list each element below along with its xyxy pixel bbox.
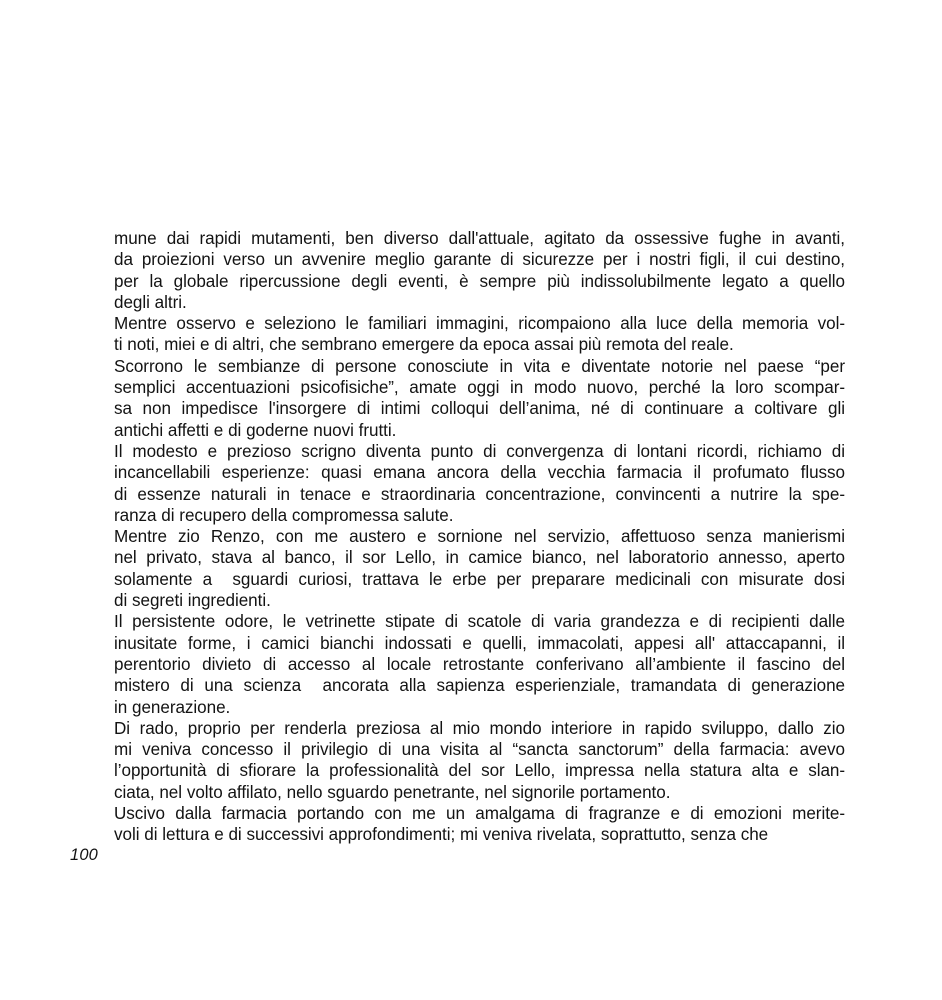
text-line: inusitate forme, i camici bianchi indossati e quelli, immacolati, appesi all' attaccapanni, il: [114, 633, 845, 653]
text-line: di segreti ingredienti.: [114, 591, 271, 611]
text-line: semplici accentuazioni psicofisiche”, amate oggi in modo nuovo, perché la loro scompar-: [114, 378, 845, 398]
paragraph: [114, 803, 845, 846]
paragraph: [114, 228, 845, 313]
text-line: mistero di una scienza ancorata alla sapienza esperienziale, tramandata di generazione: [114, 676, 845, 696]
text-line: perentorio divieto di accesso al locale retrostante conferivano all’ambiente il fascino del: [114, 654, 845, 674]
text-line: per la globale ripercussione degli eventi, è sempre più indissolubilmente legato a quello: [114, 271, 845, 291]
text-line: Il persistente odore, le vetrinette stipate di scatole di varia grandezza e di recipienti dalle: [114, 612, 845, 632]
text-line: da proiezioni verso un avvenire meglio garante di sicurezze per i nostri figli, il cui destino,: [114, 250, 845, 270]
paragraph: [114, 356, 845, 441]
text-line: Uscivo dalla farmacia portando con me un amalgama di fragranze e di emozioni merite-: [114, 804, 845, 824]
text-line: in generazione.: [114, 697, 231, 717]
paragraph: [114, 526, 845, 611]
text-line: ranza di recupero della compromessa salute.: [114, 505, 454, 525]
text-line: mi veniva concesso il privilegio di una visita al “sancta sanctorum” della farmacia: avevo: [114, 740, 845, 760]
text-line: Mentre osservo e seleziono le familiari immagini, ricompaiono alla luce della memoria vol-: [114, 314, 845, 334]
text-line: sa non impedisce l'insorgere di intimi colloqui dell’anima, né di continuare a coltivare gli: [114, 399, 845, 419]
text-line: antichi affetti e di goderne nuovi frutti.: [114, 420, 397, 440]
text-line: Di rado, proprio per renderla preziosa al mio mondo interiore in rapido sviluppo, dallo zio: [114, 718, 845, 738]
paragraph: [114, 611, 845, 717]
page-text-block: [114, 228, 845, 846]
text-line: Il modesto e prezioso scrigno diventa punto di convergenza di lontani ricordi, richiamo di: [114, 441, 845, 461]
text-line: degli altri.: [114, 292, 187, 312]
page-number-folio: 100: [70, 846, 98, 864]
text-line: l’opportunità di sfiorare la professionalità del sor Lello, impressa nella statura alta e slan-: [114, 761, 845, 781]
paragraph: [114, 718, 845, 803]
text-line: ciata, nel volto affilato, nello sguardo penetrante, nel signorile portamento.: [114, 782, 671, 802]
paragraph: [114, 441, 845, 526]
text-line: Mentre zio Renzo, con me austero e sornione nel servizio, affettuoso senza manierismi: [114, 527, 845, 547]
text-line: Scorrono le sembianze di persone conosciute in vita e diventate notorie nel paese “per: [114, 356, 845, 376]
text-line: ti noti, miei e di altri, che sembrano emergere da epoca assai più remota del reale.: [114, 335, 734, 355]
text-line: solamente a sguardi curiosi, trattava le erbe per preparare medicinali con misurate dosi: [114, 569, 845, 589]
text-line: nel privato, stava al banco, il sor Lello, in camice bianco, nel laboratorio annesso, aperto: [114, 548, 845, 568]
text-line: voli di lettura e di successivi approfondimenti; mi veniva rivelata, soprattutto, senza che: [114, 825, 769, 845]
text-line: di essenze naturali in tenace e straordinaria concentrazione, convincenti a nutrire la spe-: [114, 484, 845, 504]
paragraph: [114, 313, 845, 356]
text-line: mune dai rapidi mutamenti, ben diverso dall'attuale, agitato da ossessive fughe in avanti,: [114, 229, 845, 248]
text-line: incancellabili esperienze: quasi emana ancora della vecchia farmacia il profumato flusso: [114, 463, 845, 483]
